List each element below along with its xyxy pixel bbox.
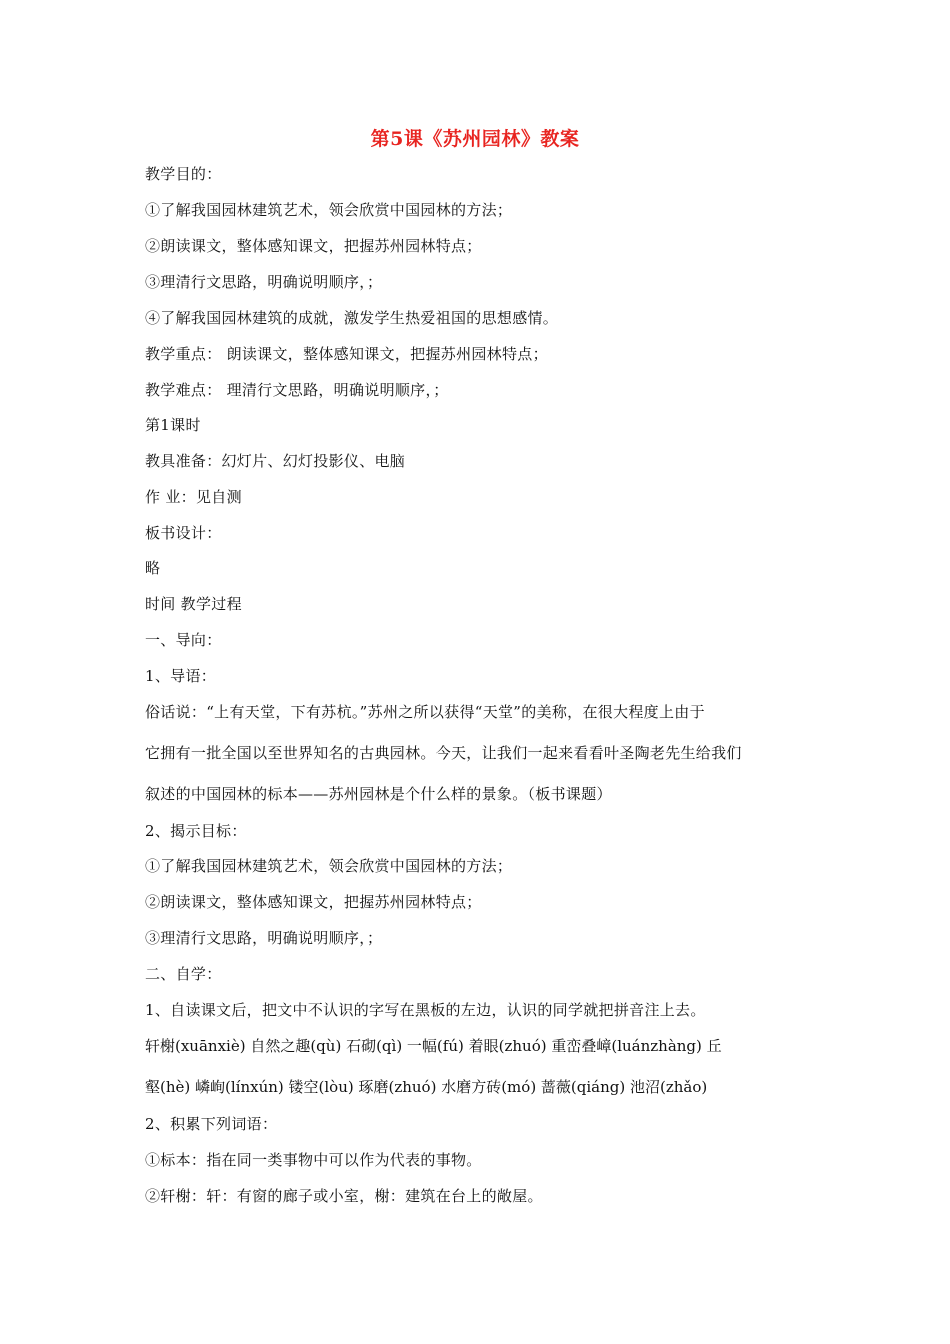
text-line: ④了解我国园林建筑的成就，激发学生热爱祖国的思想感情。	[145, 309, 559, 327]
text-line: 第1课时	[145, 416, 201, 434]
text-line: ③理清行文思路，明确说明顺序，；	[145, 929, 383, 947]
text-line: 叙述的中国园林的标本——苏州园林是个什么样的景象。（板书课题）	[145, 785, 612, 803]
text-line: 2、揭示目标：	[145, 822, 247, 840]
text-line: ②朗读课文，整体感知课文，把握苏州园林特点；	[145, 893, 482, 911]
text-line: ③理清行文思路，明确说明顺序，；	[145, 273, 383, 291]
text-line: 板书设计：	[145, 524, 222, 542]
text-line: 它拥有一批全国以至世界知名的古典园林。今天，让我们一起来看看叶圣陶老先生给我们	[145, 744, 742, 762]
text-line: 1、导语：	[145, 667, 217, 685]
text-line: 教学目的：	[145, 165, 222, 183]
pinyin-line: 壑(hè) 嶙峋(línxún) 镂空(lòu) 琢磨(zhuó) 水磨方砖(mó) 蔷薇(qiáng) 池沼(zhǎo)	[145, 1078, 708, 1096]
text-line: 教具准备：幻灯片、幻灯投影仪、电脑	[145, 452, 406, 470]
text-line: ②轩榭：轩：有窗的廊子或小室，榭：建筑在台上的敞屋。	[145, 1187, 543, 1205]
text-line: 教学重点： 朗读课文，整体感知课文，把握苏州园林特点；	[145, 345, 548, 363]
text-line: ①了解我国园林建筑艺术，领会欣赏中国园林的方法；	[145, 201, 513, 219]
text-line: ①了解我国园林建筑艺术，领会欣赏中国园林的方法；	[145, 857, 513, 875]
text-line: 时间 教学过程	[145, 595, 242, 613]
text-line: 二、自学：	[145, 965, 222, 983]
text-line: 1、自读课文后，把文中不认识的字写在黑板的左边，认识的同学就把拼音注上去。	[145, 1001, 706, 1019]
text-line: 俗话说：“上有天堂，下有苏杭。”苏州之所以获得“天堂”的美称，在很大程度上由于	[145, 703, 705, 721]
pinyin-line: 轩榭(xuānxiè) 自然之趣(qù) 石砌(qì) 一幅(fú) 着眼(zhuó) 重峦叠嶂(luánzhàng) 丘	[145, 1037, 722, 1055]
text-line: 教学难点： 理清行文思路，明确说明顺序，；	[145, 381, 449, 399]
document-title: 第5课《苏州园林》教案	[370, 128, 580, 150]
text-line: 略	[145, 559, 161, 577]
text-line: 一、导向：	[145, 631, 222, 649]
text-line: 作 业：见自测	[145, 488, 242, 506]
text-line: 2、积累下列词语：	[145, 1115, 278, 1133]
text-line: ②朗读课文，整体感知课文，把握苏州园林特点；	[145, 237, 482, 255]
text-line: ①标本：指在同一类事物中可以作为代表的事物。	[145, 1151, 482, 1169]
